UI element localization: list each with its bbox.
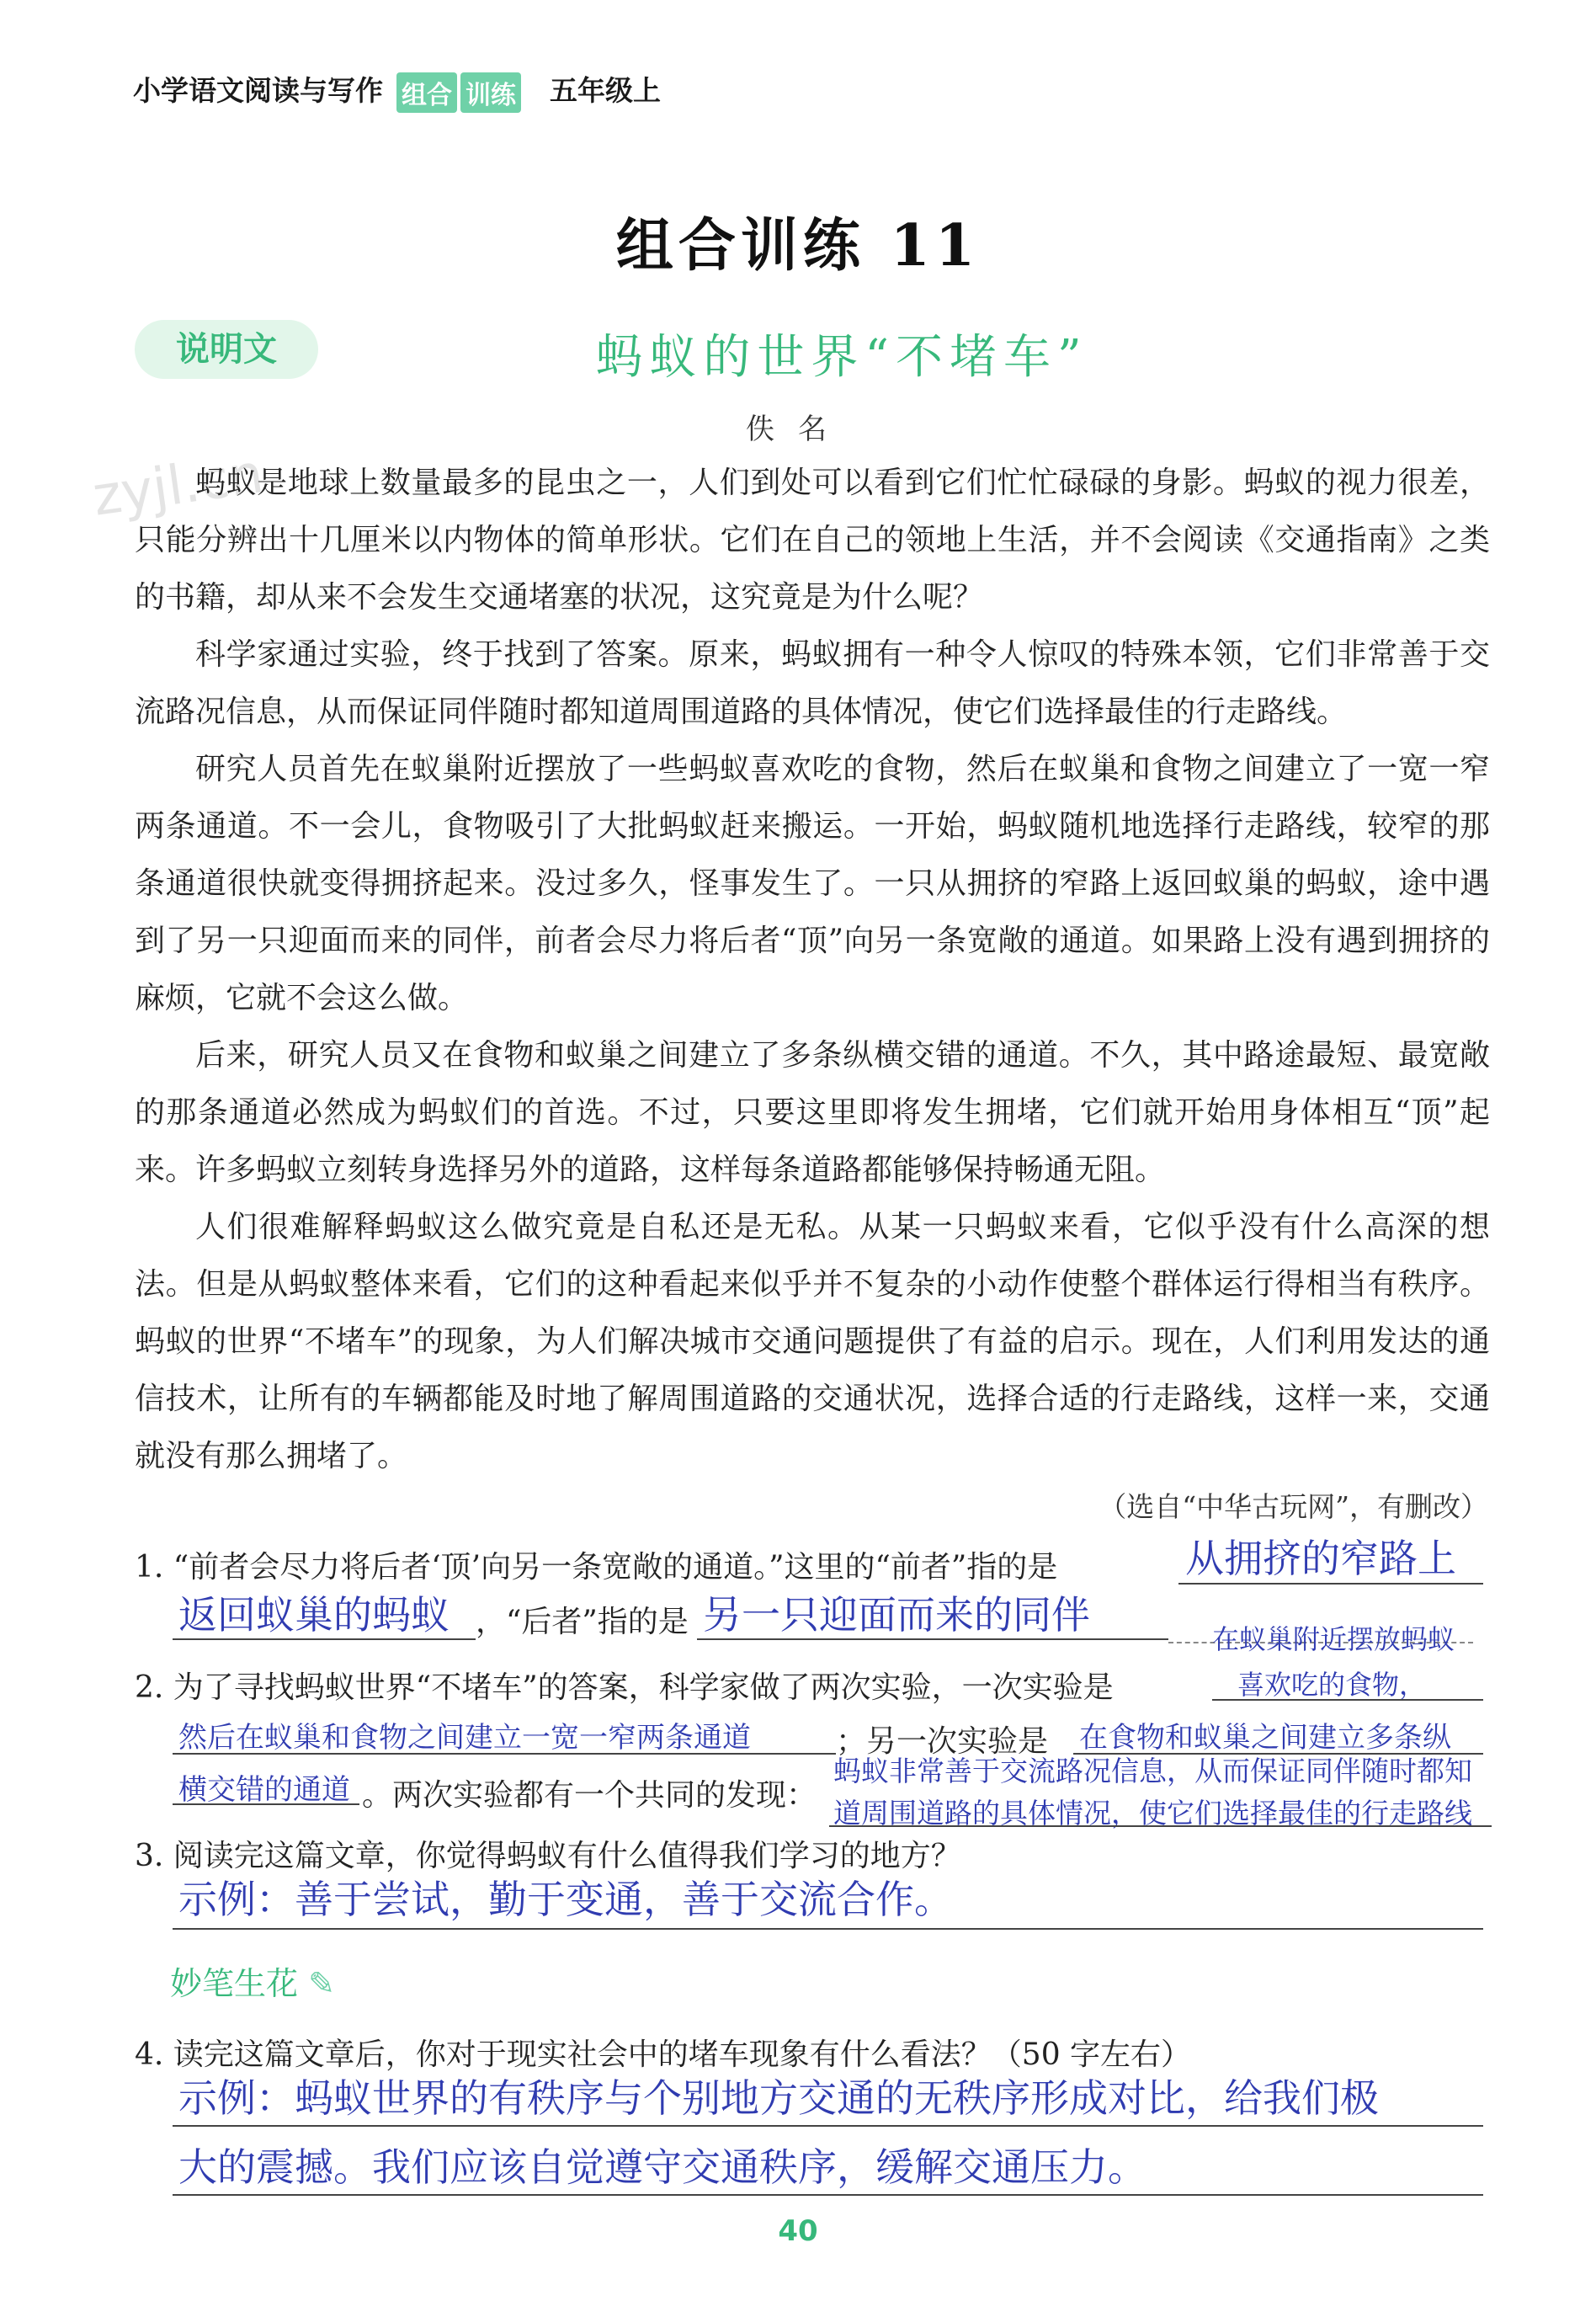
article-body	[135, 455, 1490, 1485]
answer-line	[697, 1638, 1168, 1640]
article-author: 佚名	[746, 413, 850, 446]
question-1-answer-a-line2: 返回蚁巢的蚂蚁	[178, 1592, 450, 1638]
question-2-answer-a-line3: 然后在蚁巢和食物之间建立一宽一窄两条通道	[178, 1721, 751, 1755]
question-2-answer-c-line1: 蚂蚁非常善于交流路况信息，从而保证同伴随时都知	[833, 1755, 1472, 1787]
paragraph-1: 蚂蚁是地球上数量最多的昆虫之一，人们到处可以看到它们忙忙碌碌的身影。蚂蚁的视力很差，只能分辨出十几厘米以内物体的简单形状。它们在自己的领地上生活，并不会阅读《交通指南》之类的书籍，却从来不会发生交通堵塞的状况，这究竟是为什么呢？	[135, 466, 1490, 615]
paragraph-5: 人们很难解释蚂蚁这么做究竟是自私还是无私。从某一只蚂蚁来看，它似乎没有什么高深的想法。但是从蚂蚁整体来看，它们的这种看起来似乎并不复杂的小动作使整个群体运行得相当有秩序。蚂蚁的世界“不堵车”的现象，为人们解决城市交通问题提供了有益的启示。现在，人们利用发达的通信技术，让所有的车辆都能及时地了解周围道路的交通状况，选择合适的行走路线，这样一来，交通就没有那么拥堵了。	[135, 1210, 1490, 1473]
article-source: （选自“中华古玩网”，有删改）	[1099, 1490, 1488, 1523]
question-4-prefix: 4. 读完这篇文章后，你对于现实社会中的堵车现象有什么看法？（50 字左右）	[135, 2037, 1192, 2072]
paragraph-4: 后来，研究人员又在食物和蚁巢之间建立了多条纵横交错的通道。不久，其中路途最短、最宽敞的那条通道必然成为蚂蚁们的首选。不过，只要这里即将发生拥堵，它们就开始用身体相互“顶”起来。许多蚂蚁立刻转身选择另外的道路，这样每条道路都能够保持畅通无阻。	[135, 1038, 1490, 1187]
answer-line	[1212, 1699, 1483, 1701]
book-header	[133, 69, 661, 113]
answer-line	[173, 1803, 359, 1805]
question-1-answer-b: 另一只迎面而来的同伴	[703, 1592, 1090, 1638]
answer-line	[173, 2125, 1483, 2127]
question-2-answer-a-line1: 在蚁巢附近摆放蚂蚁	[1212, 1623, 1455, 1655]
question-3-prefix: 3. 阅读完这篇文章，你觉得蚂蚁有什么值得我们学习的地方？	[135, 1839, 961, 1873]
answer-line	[173, 1928, 1483, 1930]
header-badge-train: 训练	[460, 72, 521, 113]
watermark: zyjl.cn	[88, 443, 268, 529]
question-1-prefix: 1. “前者会尽力将后者‘顶’向另一条宽敞的通道。”这里的“前者”指的是	[135, 1550, 1058, 1585]
pencil-icon: ✎	[308, 1965, 335, 2002]
page-number: 40	[778, 2214, 818, 2248]
paragraph-2: 科学家通过实验，终于找到了答案。原来，蚂蚁拥有一种令人惊叹的特殊本领，它们非常善于交流路况信息，从而保证同伴随时都知道周围道路的具体情况，使它们选择最佳的行走路线。	[135, 637, 1490, 729]
question-2-prefix: 2. 为了寻找蚂蚁世界“不堵车”的答案，科学家做了两次实验，一次实验是	[135, 1670, 1114, 1705]
section-title	[170, 1957, 335, 2004]
question-4-answer-line2: 大的震撼。我们应该自觉遵守交通秩序，缓解交通压力。	[178, 2144, 1146, 2190]
question-2-answer-a-line2: 喜欢吃的食物，	[1237, 1669, 1427, 1701]
page-title: 组合训练 11	[615, 212, 981, 280]
question-2-mid2: 。两次实验都有一个共同的发现：	[362, 1778, 817, 1813]
answer-line	[1178, 1583, 1483, 1585]
question-1-answer-a-line1: 从拥挤的窄路上	[1185, 1536, 1456, 1581]
header-badges	[396, 72, 524, 113]
question-1-mid: ，“后者”指的是	[476, 1605, 689, 1639]
question-2-answer-b-line2: 横交错的通道	[178, 1773, 350, 1807]
question-2-answer-b-line1: 在食物和蚁巢之间建立多条纵	[1079, 1721, 1451, 1755]
section-title-text: 妙笔生花	[170, 1965, 299, 2002]
answer-line	[173, 1638, 476, 1640]
question-2-answer-c-line2: 道周围道路的具体情况，使它们选择最佳的行走路线	[833, 1797, 1472, 1830]
paragraph-3: 研究人员首先在蚁巢附近摆放了一些蚂蚁喜欢吃的食物，然后在蚁巢和食物之间建立了一宽一窄两条通道。不一会儿，食物吸引了大批蚂蚁赶来搬运。一开始，蚂蚁随机地选择行走路线，较窄的那条通道很快就变得拥挤起来。没过多久，怪事发生了。一只从拥挤的窄路上返回蚁巢的蚂蚁，途中遇到了另一只迎面而来的同伴，前者会尽力将后者“顶”向另一条宽敞的通道。如果路上没有遇到拥挤的麻烦，它就不会这么做。	[135, 752, 1490, 1015]
answer-line	[173, 2194, 1483, 2196]
article-title: 蚂蚁的世界“不堵车”	[595, 330, 1088, 385]
book-title: 小学语文阅读与写作	[133, 74, 383, 107]
answer-line	[173, 1753, 836, 1755]
question-3-answer: 示例：善于尝试，勤于变通，善于交流合作。	[178, 1877, 953, 1922]
question-4-answer-line1: 示例：蚂蚁世界的有秩序与个别地方交通的无秩序形成对比，给我们极	[178, 2075, 1379, 2121]
header-badge-combine: 组合	[396, 72, 457, 113]
question-2-mid: ；另一次实验是	[836, 1724, 1049, 1759]
answer-line	[829, 1825, 1492, 1827]
genre-badge: 说明文	[135, 320, 318, 379]
grade-label: 五年级上	[550, 74, 661, 107]
